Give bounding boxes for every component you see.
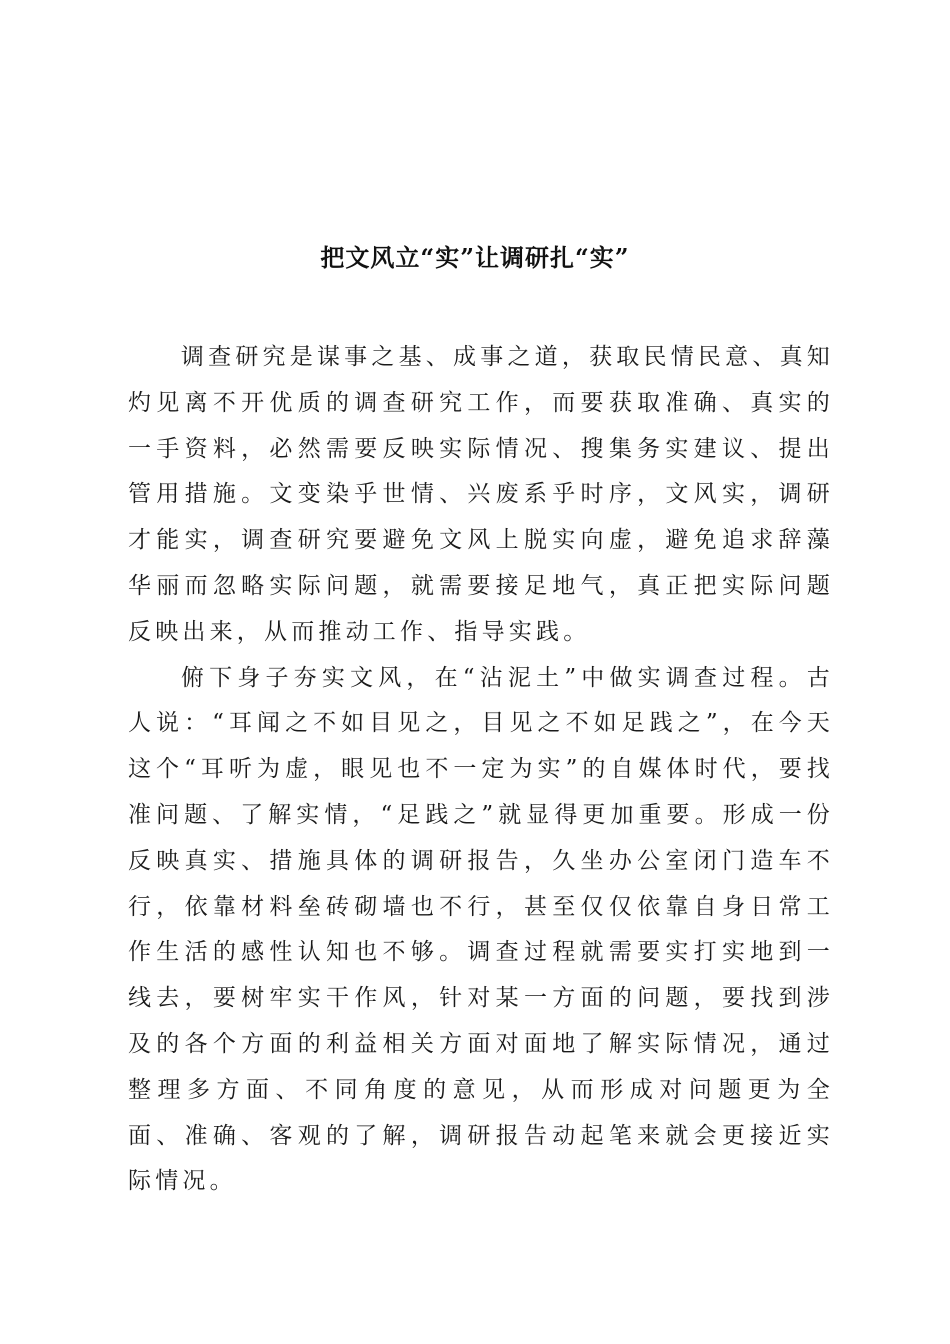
paragraph-1: 调查研究是谋事之基、成事之道，获取民情民意、真知灼见离不开优质的调查研究工作，而要获取准确、真实的一手资料，必然需要反映实际情况、搜集务实建议、提出管用措施。文变染乎世情、兴废系乎时序，文风实，调研才能实，调查研究要避免文风上脱实向虚，避免追求辞藻华丽而忽略实际问题，就需要接足地气，真正把实际问题反映出来，从而推动工作、指导实践。 [128,344,834,645]
paragraph-2: 俯下身子夯实文风，在“沾泥土”中做实调查过程。古人说：“耳闻之不如目见之，目见之不如足践之”，在今天这个“耳听为虚，眼见也不一定为实”的自媒体时代，要找准问题、了解实情，“足践之”就显得更加重要。形成一份反映真实、措施具体的调研报告，久坐办公室闭门造车不行，依靠材料垒砖砌墙也不行，甚至仅仅依靠自身日常工作生活的感性认知也不够。调查过程就需要实打实地到一线去，要树牢实干作风，针对某一方面的问题，要找到涉及的各个方面的利益相关方面对面地了解实际情况，通过整理多方面、不同角度的意见，从而形成对问题更为全面、准确、客观的了解，调研报告动起笔来就会更接近实际情况。 [128,664,834,1195]
document-title: 把文风立“实”让调研扎“实” [320,243,630,272]
document-body [128,335,834,1205]
